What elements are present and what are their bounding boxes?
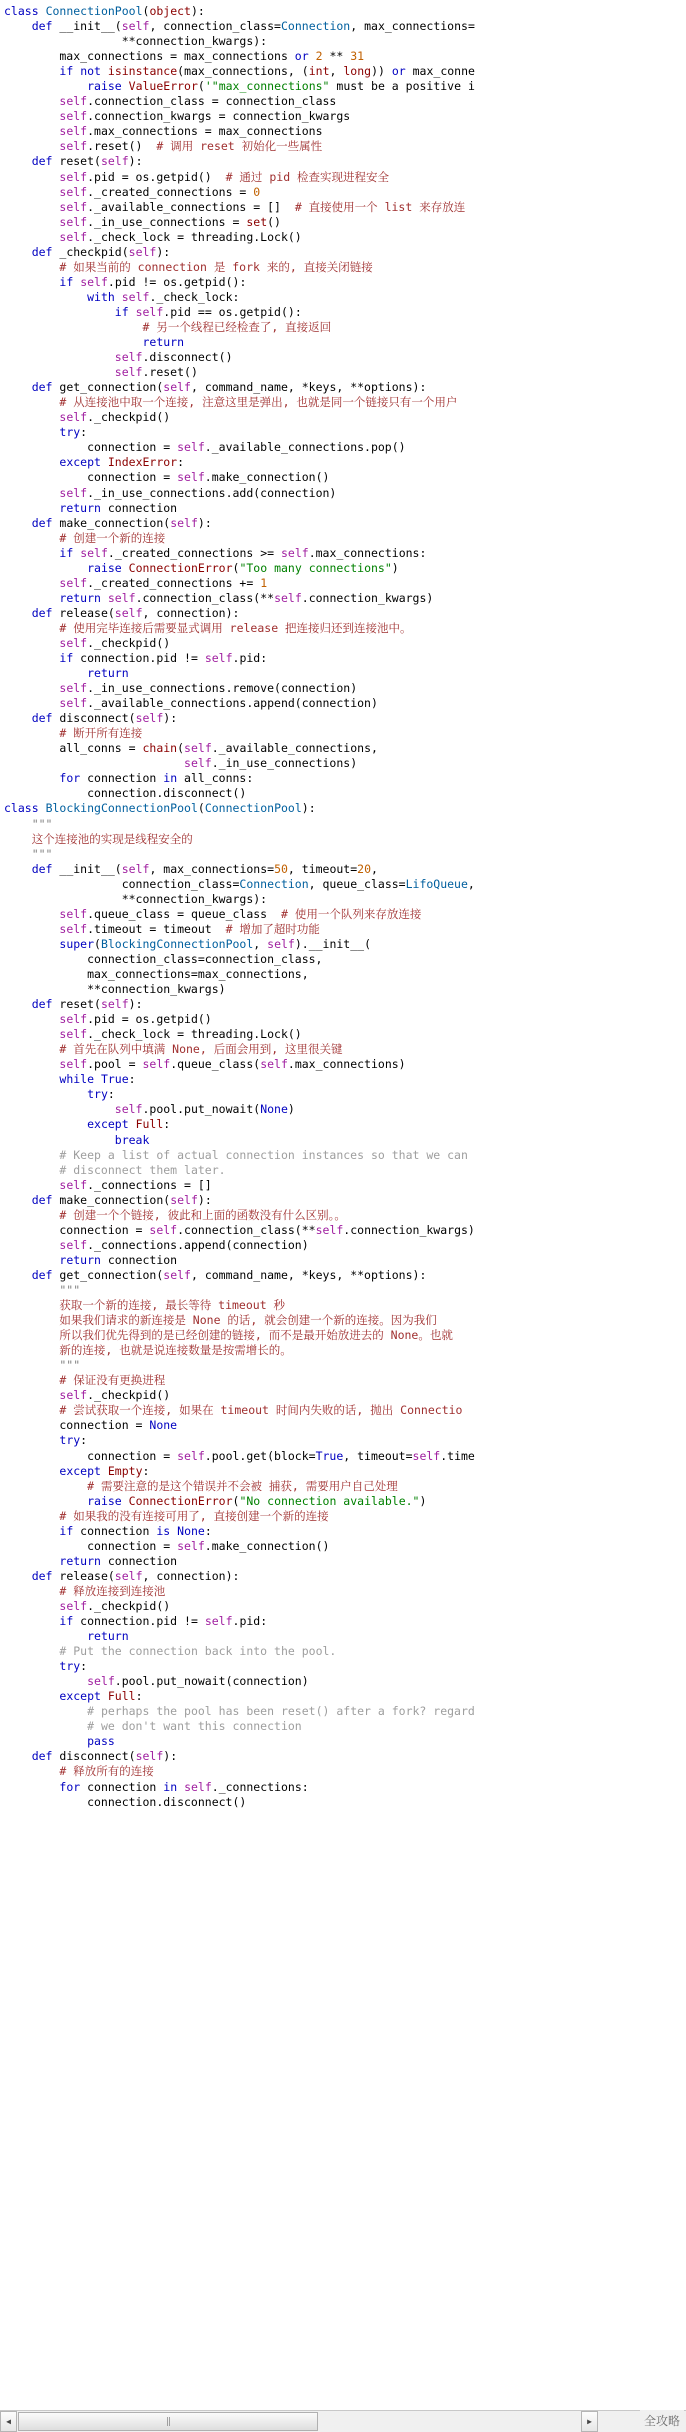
code-line: for connection in all_conns: — [59, 771, 254, 786]
code-line: self._connections = [] — [59, 1177, 212, 1192]
code-line: connection = self._available_connections.pop() — [4, 440, 406, 455]
code-line: """ — [4, 1358, 81, 1373]
scrollbar-grip: ‖ — [165, 2417, 172, 2427]
code-line: self._check_lock = threading.Lock() — [59, 229, 302, 244]
code-line: def __init__(self, connection_class=Connection, max_connections= — [31, 19, 475, 34]
code-line: connection_class=Connection, queue_class=LifoQueue, — [4, 876, 475, 891]
code-line: # disconnect them later. — [59, 1162, 226, 1177]
code-line: self._available_connections.append(connection) — [59, 696, 378, 711]
code-line: def disconnect(self): — [31, 1749, 178, 1764]
code-line: def get_connection(self, command_name, *keys, **options): — [31, 380, 427, 395]
code-line: self.pid = os.getpid() — [59, 1012, 212, 1027]
scroll-right-arrow[interactable]: ▶ — [581, 2411, 598, 2432]
code-line: def get_connection(self, command_name, *keys, **options): — [31, 1267, 427, 1282]
code-line: connection = self.connection_class(**self.connection_kwargs) — [4, 1222, 475, 1237]
code-line: def disconnect(self): — [31, 711, 178, 726]
code-line: # 保证没有更换进程 — [59, 1373, 166, 1388]
code-line: self.pid = os.getpid() # 通过 pid 检查实现进程安全 — [59, 169, 390, 184]
code-line: 新的连接, 也就是说连接数量是按需增长的。 — [4, 1343, 292, 1358]
code-line: # 需要注意的是这个错误并不会被 捕获, 需要用户自己处理 — [87, 1478, 398, 1493]
code-line: """ — [4, 1282, 81, 1297]
code-line: def release(self, connection): — [31, 1568, 240, 1583]
code-line: self.max_connections = max_connections — [59, 124, 323, 139]
horizontal-scrollbar[interactable] — [0, 2410, 686, 2432]
code-line: connection.disconnect() — [4, 786, 247, 801]
code-line: self.connection_kwargs = connection_kwargs — [59, 109, 351, 124]
code-line: # Keep a list of actual connection instances so that we can — [59, 1147, 468, 1162]
code-line: if connection.pid != self.pid: — [59, 1614, 268, 1629]
code-line: connection = None — [4, 1418, 178, 1433]
code-line: # 创建一个个链接, 彼此和上面的函数没有什么区别。。 — [59, 1207, 346, 1222]
code-line: class ConnectionPool(object): — [4, 4, 205, 18]
code-line: # 从连接池中取一个连接, 注意这里是弹出, 也就是同一个链接只有一个用户 — [59, 395, 458, 410]
code-line: if not isinstance(max_connections, (int, long)) or max_conne — [59, 64, 475, 79]
code-line: 获取一个新的连接, 最长等待 timeout 秒 — [4, 1298, 286, 1313]
code-line: return — [142, 335, 185, 350]
code-line: 所以我们优先得到的是已经创建的链接, 而不是最开始放进去的 None。也就 — [4, 1328, 453, 1343]
code-line: try: — [59, 1433, 88, 1448]
code-line: self.connection_class = connection_class — [59, 94, 337, 109]
code-line: self._created_connections += 1 — [59, 575, 268, 590]
code-line: # Put the connection back into the pool. — [59, 1644, 337, 1659]
code-line: return connection — [59, 1252, 178, 1267]
code-line: connection = self.pool.get(block=True, timeout=self.time — [4, 1448, 475, 1463]
code-line: self._checkpid() — [59, 635, 171, 650]
code-line: # 使用完毕连接后需要显式调用 release 把连接归还到连接池中。 — [59, 620, 412, 635]
code-line: def __init__(self, max_connections=50, timeout=20, — [31, 861, 378, 876]
code-line: """ — [4, 846, 53, 861]
code-line: self.pool.put_nowait(connection) — [87, 1674, 309, 1689]
code-line: 这个连接池的实现是线程安全的 — [4, 831, 193, 846]
code-line: if connection.pid != self.pid: — [59, 651, 268, 666]
code-line: # 断开所有连接 — [59, 726, 143, 741]
code-line: self._check_lock = threading.Lock() — [59, 1027, 302, 1042]
code-line: if self._created_connections >= self.max_connections: — [59, 545, 427, 560]
code-line: connection.disconnect() — [4, 1794, 247, 1809]
code-line: return self.connection_class(**self.connection_kwargs) — [59, 590, 434, 605]
code-line: **connection_kwargs): — [4, 891, 268, 906]
code-line: **connection_kwargs) — [4, 982, 226, 997]
code-line: def make_connection(self): — [31, 1192, 212, 1207]
code-line: return — [87, 666, 129, 681]
code-line: break — [114, 1132, 150, 1147]
code-line: self._in_use_connections.remove(connection) — [59, 681, 358, 696]
code-line: if connection is None: — [59, 1523, 212, 1538]
code-line: max_connections = max_connections or 2 ** 31 — [4, 49, 365, 64]
code-line: def reset(self): — [31, 154, 143, 169]
code-line: while True: — [59, 1072, 136, 1087]
code-line: self.queue_class = queue_class # 使用一个队列来存放连接 — [59, 906, 422, 921]
code-line: all_conns = chain(self._available_connections, — [4, 741, 378, 756]
code-line: except Empty: — [59, 1463, 150, 1478]
code-line: except IndexError: — [59, 455, 185, 470]
code-line: try: — [87, 1087, 115, 1102]
watermark-label: 全攻略 — [640, 2410, 684, 2431]
scroll-left-arrow[interactable]: ◀ — [0, 2411, 17, 2432]
code-line: self.reset() — [114, 365, 198, 380]
code-line: **connection_kwargs): — [4, 34, 268, 49]
code-line: max_connections=max_connections, — [4, 967, 309, 981]
code-line: return — [87, 1629, 129, 1644]
code-line: for connection in self._connections: — [59, 1779, 309, 1794]
code-line: # 如果我的没有连接可用了, 直接创建一个新的连接 — [59, 1508, 329, 1523]
code-line: connection = self.make_connection() — [4, 470, 330, 485]
code-line: if self.pid == os.getpid(): — [114, 304, 302, 319]
code-line: with self._check_lock: — [87, 289, 240, 304]
code-line: # 释放连接到连接池 — [59, 1583, 166, 1598]
code-line: self._connections.append(connection) — [59, 1237, 309, 1252]
code-line: # 释放所有的连接 — [59, 1764, 154, 1779]
code-line: # 尝试获取一个连接, 如果在 timeout 时间内失败的话, 抛出 Connectio — [59, 1403, 463, 1418]
code-line: self._checkpid() — [59, 410, 171, 425]
code-line: raise ConnectionError("No connection available.") — [87, 1493, 427, 1508]
scrollbar-thumb[interactable] — [18, 2412, 318, 2431]
code-line: """ — [4, 816, 53, 831]
code-line: raise ValueError('"max_connections" must be a positive i — [87, 79, 475, 94]
code-line: self.disconnect() — [114, 350, 233, 365]
code-line: return connection — [59, 1553, 178, 1568]
code-line: # perhaps the pool has been reset() after a fork? regard — [87, 1704, 475, 1719]
code-line: # 创建一个新的连接 — [59, 530, 166, 545]
code-line: # 如果当前的 connection 是 fork 来的, 直接关闭链接 — [59, 259, 373, 274]
code-line: self._available_connections = [] # 直接使用一个 list 来存放连 — [59, 199, 466, 214]
code-line: self._in_use_connections) — [184, 756, 358, 771]
code-line: class BlockingConnectionPool(ConnectionPool): — [4, 801, 316, 816]
code-line: self._created_connections = 0 — [59, 184, 261, 199]
code-line: # 另一个线程已经检查了, 直接返回 — [142, 319, 332, 334]
code-line: self._in_use_connections = set() — [59, 214, 281, 229]
code-line: return connection — [59, 500, 178, 515]
code-line: connection_class=connection_class, — [4, 951, 323, 966]
code-line: # 首先在队列中填满 None, 后面会用到, 这里很关键 — [59, 1042, 343, 1057]
code-line: # we don't want this connection — [87, 1719, 302, 1734]
code-line: if self.pid != os.getpid(): — [59, 274, 247, 289]
code-line: self.pool.put_nowait(None) — [114, 1102, 295, 1117]
code-line: try: — [59, 1659, 88, 1674]
code-line: def release(self, connection): — [31, 605, 240, 620]
code-line: connection = self.make_connection() — [4, 1538, 330, 1553]
code-line: 如果我们请求的新连接是 None 的话, 就会创建一个新的连接。因为我们 — [4, 1313, 437, 1328]
code-line: def reset(self): — [31, 997, 143, 1012]
code-line: self._checkpid() — [59, 1598, 171, 1613]
code-line: self._in_use_connections.add(connection) — [59, 485, 337, 500]
code-line: def make_connection(self): — [31, 515, 212, 530]
code-line: self.pool = self.queue_class(self.max_connections) — [59, 1057, 406, 1072]
code-line: super(BlockingConnectionPool, self).__init__( — [59, 936, 372, 951]
code-line: except Full: — [59, 1689, 143, 1704]
code-line: self.timeout = timeout # 增加了超时功能 — [59, 921, 320, 936]
code-line: def _checkpid(self): — [31, 244, 171, 259]
code-line: try: — [59, 425, 88, 440]
code-line: self.reset() # 调用 reset 初始化一些属性 — [59, 139, 323, 154]
code-line: raise ConnectionError("Too many connections") — [87, 560, 399, 575]
code-line: pass — [87, 1734, 115, 1749]
code-line: self._checkpid() — [59, 1388, 171, 1403]
code-line: except Full: — [87, 1117, 171, 1132]
